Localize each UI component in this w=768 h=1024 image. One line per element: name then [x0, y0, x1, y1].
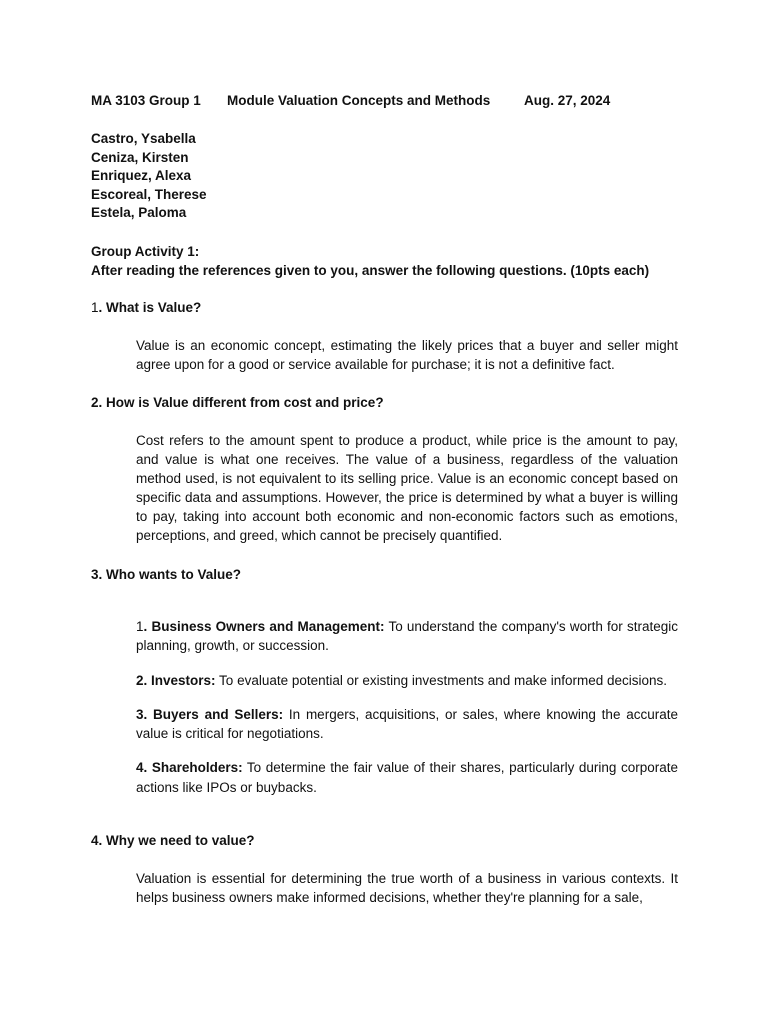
item-label: Shareholders: [151, 760, 243, 776]
member-name: Ceniza, Kirsten [91, 149, 189, 165]
list-item [136, 671, 678, 690]
question-3: 3. Who wants to Value? [91, 566, 242, 582]
question-1 [91, 298, 678, 317]
item-number: 2. [136, 672, 152, 688]
item-text: In mergers, acquisitions, or sales, where knowing the accurate value is critical for negotiations. [136, 706, 678, 742]
item-text: To evaluate potential or existing investments and make informed decisions. [215, 672, 668, 688]
question-2: 2. How is Value different from cost and price? [91, 394, 384, 410]
module-title: Module Valuation Concepts and Methods [227, 93, 491, 108]
item-number: 1 [136, 618, 144, 634]
question-4: 4. Why we need to value? [91, 833, 255, 849]
list-item [136, 617, 678, 656]
activity-title: Group Activity 1: [91, 243, 200, 259]
item-text: To understand the company's worth for strategic planning, growth, or succession. [136, 618, 678, 654]
item-label: . Business Owners and Management: [143, 618, 385, 634]
list-item [136, 705, 678, 744]
document-header [91, 92, 678, 110]
item-label: Buyers and Sellers: [153, 706, 284, 722]
question-1-text: . What is Value? [98, 299, 202, 315]
member-name: Escoreal, Therese [91, 186, 207, 202]
course-group: MA 3103 Group 1 [91, 93, 201, 108]
question-1-number: 1 [91, 299, 99, 315]
activity-block [91, 242, 678, 280]
member-name: Castro, Ysabella [91, 131, 196, 146]
item-text: To determine the fair value of their shares, particularly during corporate actions like IPOs or buybacks. [136, 760, 678, 795]
activity-instructions: After reading the references given to you, answer the following questions. (10pts each) [91, 262, 650, 278]
member-list [91, 130, 678, 223]
answer-1: Value is an economic concept, estimating the likely prices that a buyer and seller might agree upon for a good or service available for purchase; it is not a definitive fact. [136, 337, 678, 372]
list-item [136, 758, 678, 797]
document-page [91, 92, 678, 907]
item-number: 3. [136, 706, 154, 722]
item-label: Investors: [151, 672, 216, 688]
answer-2: Cost refers to the amount spent to produce a product, while price is the amount to pay, and value is what one receives. The value of a business, regardless of the valuation method used, is not equivalent to its selling price. Value is an economic concept based on specific data and assumptions. However, the price is determined by what a buyer is willing to pay, taking into account both economic and non-economic factors such as emotions, perceptions, and greed, which cannot be precisely quantified. [136, 432, 678, 543]
document-date: Aug. 27, 2024 [524, 93, 611, 108]
item-number: 4. [136, 760, 152, 776]
member-name: Enriquez, Alexa [91, 168, 192, 184]
answer-4: Valuation is essential for determining the true worth of a business in various contexts. It helps business owners make informed decisions, whether they're planning for a sale, [136, 871, 678, 906]
member-name: Estela, Paloma [91, 205, 187, 221]
